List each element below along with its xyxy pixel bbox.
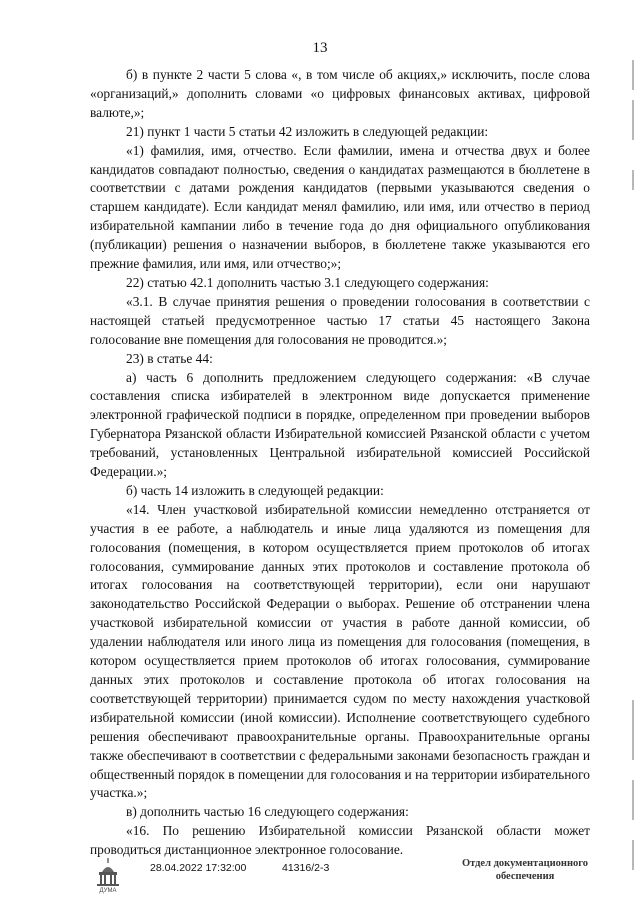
document-body bbox=[90, 66, 590, 860]
paragraph: «16. По решению Избирательной комиссии Рязанской области может проводиться дистанционное электронное голосование. bbox=[90, 823, 590, 858]
footer-doc-number: 41316/2-3 bbox=[282, 862, 330, 874]
paragraph: 23) в статье 44: bbox=[126, 350, 213, 366]
paragraph: «1) фамилия, имя, отчество. Если фамилии, имена и отчества двух и более кандидатов совпадают полностью, сведения о кандидатах размещаются в бюллетене в соответствии с датами рождения кандидатов (первыми указываются сведения о старшем кандидате). Если кандидат менял фамилию, или имя, или отчество в период избирательной кампании либо в течение года до дня официального опубликования (публикации) решения о назначении выборов, в бюллетене также указываются его прежние фамилия, или имя, или отчество;»; bbox=[90, 142, 590, 272]
department-stamp: Отдел документационного обеспечения bbox=[461, 858, 589, 882]
paragraph: б) часть 14 изложить в следующей редакции: bbox=[126, 482, 384, 498]
footer-date: 28.04.2022 17:32:00 bbox=[150, 862, 247, 874]
paragraph: б) в пункте 2 части 5 слова «, в том числе об акциях,» исключить, после слова «организаций,» дополнить словами «о цифровых финансовых активах, цифровой валюте,»; bbox=[90, 67, 590, 120]
paragraph: 21) пункт 1 части 5 статьи 42 изложить в следующей редакции: bbox=[126, 123, 489, 139]
page-number: 13 bbox=[312, 40, 328, 56]
svg-text:ДУМА: ДУМА bbox=[99, 888, 117, 894]
paragraph: 22) статью 42.1 дополнить частью 3.1 следующего содержания: bbox=[126, 274, 489, 290]
paragraph: в) дополнить частью 16 следующего содержания: bbox=[126, 804, 409, 820]
paragraph: а) часть 6 дополнить предложением следующего содержания: «В случае составления списка избирателей в электронном виде допускается применение электронной графической подписи в порядке, определенном при проведении выборов Губернатора Рязанской области Избирательной комиссией Рязанской области с учетом требований, установленных Центральной избирательной комиссией Российской Федерации.»; bbox=[90, 369, 590, 480]
document-footer bbox=[0, 852, 640, 902]
duma-logo-icon bbox=[93, 854, 123, 894]
scan-edge-marks bbox=[624, 0, 634, 905]
paragraph: «3.1. В случае принятия решения о проведении голосования в соответствии с настоящей статьей предусмотренное частью 17 статьи 45 настоящего Закона голосование вне помещения для голосования не проводится.»; bbox=[90, 293, 590, 347]
paragraph: «14. Член участковой избирательной комиссии немедленно отстраняется от участия в ее работе, а наблюдатель и иные лица удаляются из помещения для голосования (помещения, в котором осуществляется прием протоколов об итогах голосования, суммирование данных этих протоколов и составление протокола об итогах голосования на соответствующей территории), если они нарушают законодательство Российской Федерации о выборах. Решение об отстранении члена участковой избирательной комиссии от участия в работе данной комиссии, об удалении наблюдателя или иного лица из помещения для голосования (помещения, в котором осуществляется прием протоколов об итогах голосования, суммирование данных этих протоколов и составление протокола об итогах голосования на соответствующей территории) принимается судом по месту нахождения участковой избирательной комиссии (иной комиссии). Исполнение соответствующего судебного решения обеспечивают правоохранительные органы. Правоохранительные органы также обеспечивают в соответствии с федеральными законами безопасность граждан и общественный порядок в помещении для голосования и на территории избирательного участка.»; bbox=[90, 501, 590, 801]
